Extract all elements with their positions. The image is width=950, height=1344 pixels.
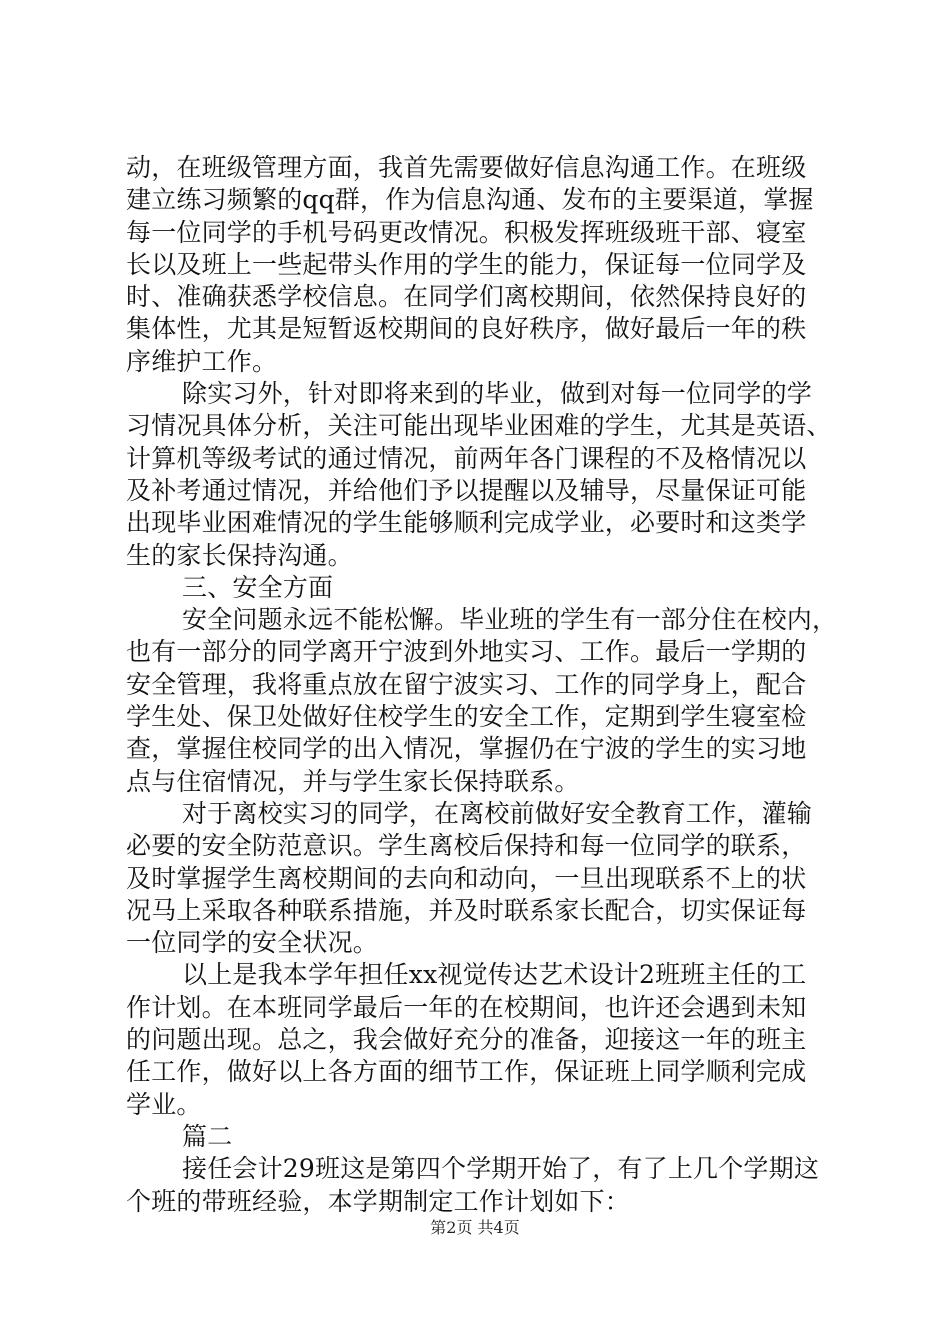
text-line: 集体性，尤其是短暂返校期间的良好秩序，做好最后一年的秩 [126, 314, 807, 344]
text-line: 安全问题永远不能松懈。毕业班的学生有一部分住在校内， [182, 605, 838, 635]
text-line: 出现毕业困难情况的学生能够顺利完成学业，必要时和这类学 [126, 508, 807, 538]
text-line: 习情况具体分析，关注可能出现毕业困难的学生，尤其是英语、 [126, 411, 832, 441]
text-line: 序维护工作。 [126, 346, 278, 376]
text-line: 以上是我本学年担任xx视觉传达艺术设计2班班主任的工 [182, 960, 807, 990]
text-line: 动，在班级管理方面，我首先需要做好信息沟通工作。在班级 [126, 153, 807, 182]
text-line: 生的家长保持沟通。 [126, 540, 353, 570]
text-line: 学生处、保卫处做好住校学生的安全工作，定期到学生寝室检 [126, 702, 807, 732]
text-line: 三、安全方面 [182, 572, 334, 602]
page-footer: 第2页 共4页 [430, 1218, 520, 1237]
text-line: 一位同学的安全状况。 [126, 928, 379, 958]
text-line: 查，掌握住校同学的出入情况，掌握仍在宁波的学生的实习地 [126, 734, 807, 764]
text-line: 对于离校实习的同学，在离校前做好安全教育工作，灌输 [182, 798, 813, 828]
text-line: 任工作，做好以上各方面的细节工作，保证班上同学顺利完成 [126, 1057, 807, 1087]
text-line: 接任会计29班这是第四个学期开始了，有了上几个学期这 [182, 1154, 820, 1184]
text-line: 每一位同学的手机号码更改情况。积极发挥班级班干部、寝室 [126, 217, 807, 247]
text-line: 学业。 [126, 1089, 202, 1119]
text-line: 必要的安全防范意识。学生离校后保持和每一位同学的联系， [126, 831, 807, 861]
text-line: 也有一部分的同学离开宁波到外地实习、工作。最后一学期的 [126, 637, 807, 667]
text-line: 的问题出现。总之，我会做好充分的准备，迎接这一年的班主 [126, 1025, 807, 1055]
text-line: 长以及班上一些起带头作用的学生的能力，保证每一位同学及 [126, 249, 807, 279]
text-line: 篇二 [182, 1121, 233, 1151]
text-line: 况马上采取各种联系措施，并及时联系家长配合，切实保证每 [126, 895, 807, 925]
text-line: 建立练习频繁的qq群，作为信息沟通、发布的主要渠道，掌握 [126, 185, 814, 215]
text-line: 及时掌握学生离校期间的去向和动向，一旦出现联系不上的状 [126, 863, 807, 893]
text-line: 点与住宿情况，并与学生家长保持联系。 [126, 766, 580, 796]
text-line: 时、准确获悉学校信息。在同学们离校期间，依然保持良好的 [126, 282, 807, 312]
text-line: 计算机等级考试的通过情况，前两年各门课程的不及格情况以 [126, 443, 807, 473]
text-line: 除实习外，针对即将来到的毕业，做到对每一位同学的学 [182, 379, 813, 409]
text-line: 安全管理，我将重点放在留宁波实习、工作的同学身上，配合 [126, 669, 807, 699]
document-body [126, 152, 838, 1218]
text-line: 及补考通过情况，并给他们予以提醒以及辅导，尽量保证可能 [126, 475, 807, 505]
text-line: 作计划。在本班同学最后一年的在校期间，也许还会遇到未知 [126, 992, 807, 1022]
text-line: 个班的带班经验，本学期制定工作计划如下： [126, 1186, 631, 1216]
